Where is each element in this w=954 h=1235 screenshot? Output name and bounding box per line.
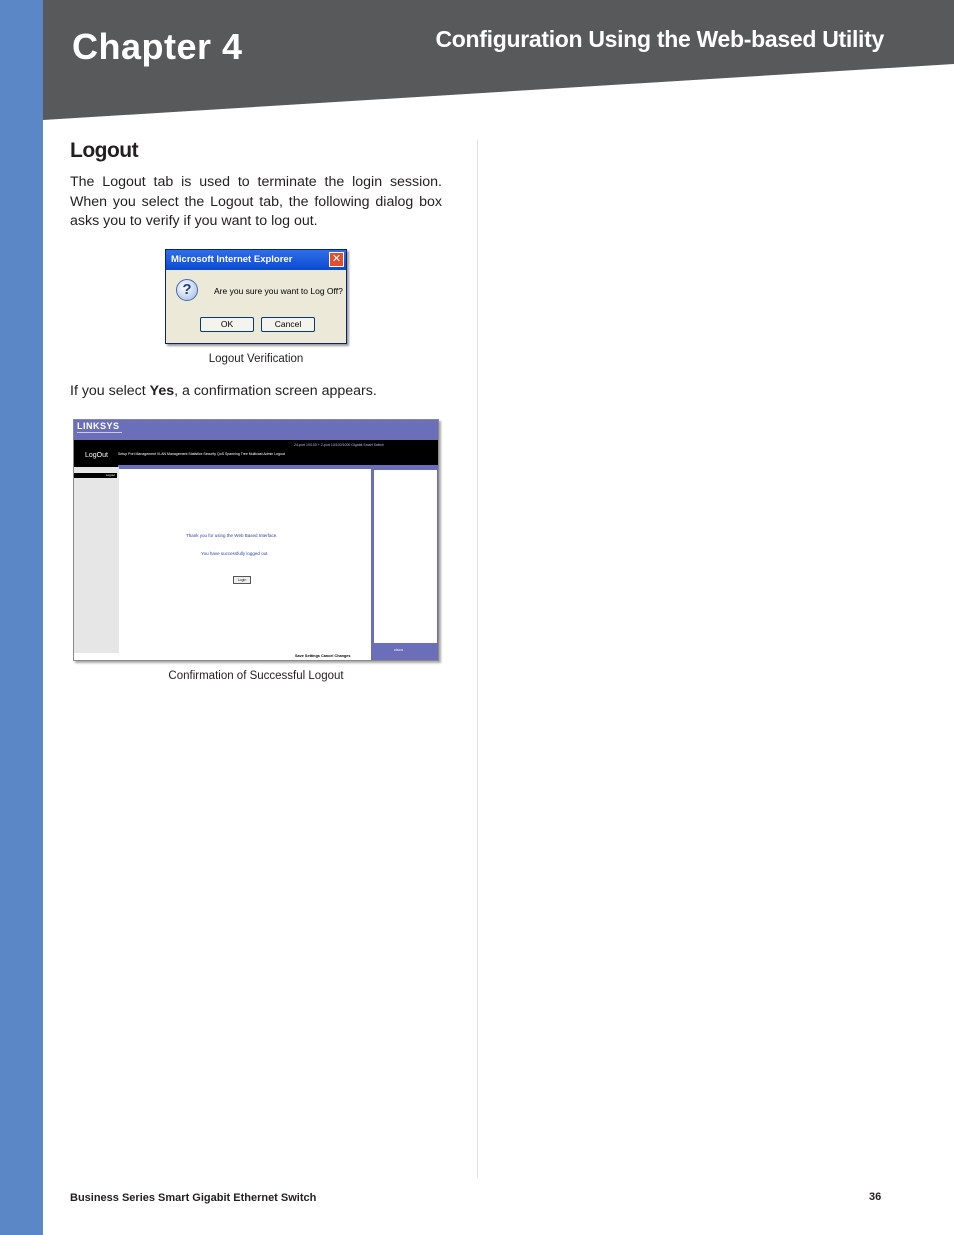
cisco-logo: cisco [394,647,404,652]
confirmation-paragraph [70,383,377,399]
logout-dialog [165,249,347,344]
logo-underline [77,432,122,433]
screenshot-device-info: 24-port 10/100 + 2-port 10/100/1000 Gigabit Smart Switch [294,443,384,447]
intro-paragraph: The Logout tab is used to terminate the login session. When you select the Logout tab, the following dialog box asks you to verify if you want to log out. [70,174,442,229]
dialog-message: Are you sure you want to Log Off? [214,286,343,296]
section-title: Configuration Using the Web-based Utility [435,26,884,52]
para2-bold: Yes [149,383,175,399]
screenshot-page-label: LogOut [85,452,108,459]
screenshot-login-button: Login [233,576,251,584]
screenshot-caption: Confirmation of Successful Logout [168,670,344,682]
page-heading: Logout [70,139,139,162]
dialog-title: Microsoft Internet Explorer [171,254,293,265]
screenshot-sidebar-item: Logout [74,473,117,478]
screenshot-logged-out-text: You have successfully logged out. [201,551,269,556]
footer-product: Business Series Smart Gigabit Ethernet Switch [70,1192,317,1204]
column-divider [477,140,478,1178]
linksys-logo: LINKSYS [77,421,120,431]
dialog-caption: Logout Verification [208,353,304,365]
para2-post: , a confirmation screen appears. [174,383,377,399]
close-icon[interactable]: ✕ [329,252,344,267]
ok-button[interactable]: OK [200,317,254,332]
page-number: 36 [869,1191,882,1203]
chapter-title: Chapter 4 [72,26,243,67]
screenshot-right-inner [374,470,437,643]
screenshot-sidebar [74,467,119,653]
para2-pre: If you select [70,383,150,399]
screenshot-tabs: Setup Port Management VLAN Management Statistics Security QoS Spanning Tree Multicast Admin Logout [118,452,285,456]
cancel-button[interactable]: Cancel [261,317,315,332]
question-icon: ? [176,279,198,301]
screenshot-topbar [74,420,439,440]
screenshot-thanks-text: Thank you for using the Web Based Interface. [186,533,278,538]
screenshot-bottom-links: Save Settings Cancel Changes [295,654,351,658]
left-margin-bar [0,0,43,1235]
logout-confirmation-screenshot [73,419,439,661]
dialog-titlebar [166,250,346,270]
